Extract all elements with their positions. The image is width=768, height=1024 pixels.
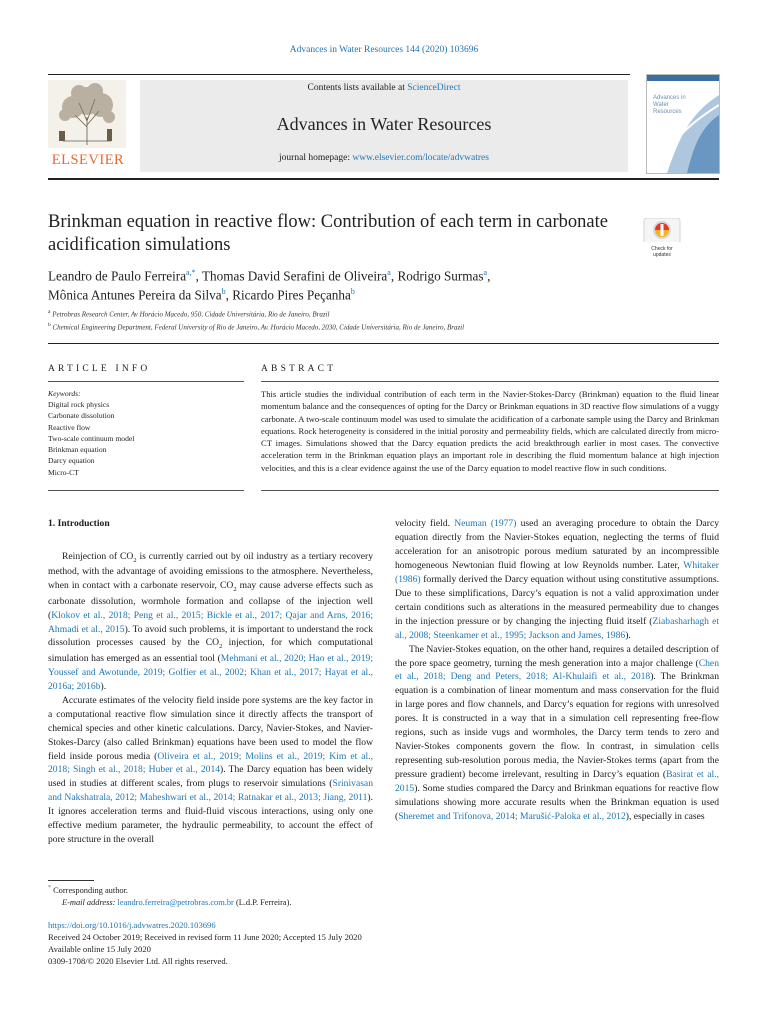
section-heading-introduction: 1. Introduction xyxy=(48,518,110,529)
info-bottom-rule xyxy=(48,490,244,491)
body-column-right xyxy=(395,517,719,824)
header-thick-rule xyxy=(48,178,719,180)
author-name[interactable]: Rodrigo Surmas xyxy=(397,268,484,284)
sciencedirect-link[interactable]: ScienceDirect xyxy=(407,83,461,93)
corresponding-author-note xyxy=(48,884,373,897)
abstract-bottom-rule xyxy=(261,490,719,491)
contents-line xyxy=(140,83,628,93)
citation-link[interactable]: Sheremet and Trifonova, 2014; Marušić-Paloka et al., 2012 xyxy=(398,811,626,823)
citation-link[interactable]: Srinivasan and Nakshatrala, 2012; Maheshwari et al., 2014; Ratnakar et al., 2013; Jiang, 2011 xyxy=(48,778,373,804)
body-paragraph: The Navier-Stokes equation, on the other hand, requires a detailed description of the pore space geometry, turning the mesh generation into a major challenge (Chen et al., 2018; Deng and Peters, 2018; Al-Khulaifi et al., 2018). The Brinkman equation is a combination of linear momentum and mass conservation for the fluid in large pores and flow channels, and Darcy’s equation for regions with unresolved pores. It is constructed in a way that in a simulation cell representing free-flow regions, such as inside vugs and wormholes, the Darcy term tends to zero and Navier-Stokes components govern the flow. In contrast, in simulation cells representing sub-resolution porous media, the Navier-Stokes terms (apart from the pressure gradient) become irrelevant, resulting in Darcy’s equation (Basirat et al., 2015). Some studies compared the Darcy and Brinkman equations for reactive flow simulations showing more accurate results when the Brinkman equation is used (Sheremet and Trifonova, 2014; Marušić-Paloka et al., 2012), especially in cases xyxy=(395,643,719,823)
crossmark-label: Check for updates xyxy=(651,246,673,258)
keywords-heading: Keywords: xyxy=(48,389,81,398)
email-suffix: (L.d.P. Ferreira). xyxy=(233,897,292,907)
keyword-item: Digital rock physics xyxy=(48,400,110,410)
author-separator: , xyxy=(487,268,491,284)
citation-link[interactable]: Neuman (1977) xyxy=(454,518,517,529)
doi-link[interactable]: https://doi.org/10.1016/j.advwatres.2020.103696 xyxy=(48,920,216,930)
footnote-marker: * xyxy=(48,885,51,891)
author-separator: , xyxy=(225,287,233,302)
journal-citation[interactable]: Advances in Water Resources 144 (2020) 103696 xyxy=(289,45,479,55)
homepage-link[interactable]: www.elsevier.com/locate/advwatres xyxy=(352,153,489,163)
header-rule xyxy=(48,74,630,75)
footnote-rule xyxy=(48,880,94,881)
elsevier-wordmark: ELSEVIER xyxy=(51,152,125,168)
available-online: Available online 15 July 2020 xyxy=(48,943,151,954)
author-affil-marker[interactable]: b xyxy=(350,286,355,296)
abstract-text: This article studies the individual contribution of each term in the Navier-Stokes-Darcy (Brinkman) equation to the fluid linear momentum balance and the consequences of opting for the Darcy or Brinkman equations in 3D reactive flow simulations of a vuggy carbonate. A two-scale continuum model was used to simulate the acidification of a carbonate sample using the Darcy and Brinkman equations. Rock heterogeneity is considered in the initial porosity and permeability fields, which are calculated directly from micro-CT images. Simulations showed that the Darcy equation predicts the acid breakthrough earlier in most cases. The convective acceleration term in the Brinkman equation plays an important role in describing the fluid momentum balance at high injection velocities, and this is a clear evidence against the use of the Darcy equation to model reactive flow in such conditions. xyxy=(261,389,719,473)
author-affil-marker[interactable]: b xyxy=(221,286,226,296)
keyword-item: Two-scale continuum model xyxy=(48,433,135,443)
homepage-line xyxy=(140,153,628,163)
footnote xyxy=(48,884,373,909)
publication-info xyxy=(48,920,448,967)
affiliation-item xyxy=(48,321,668,334)
affiliations xyxy=(48,308,668,333)
article-title: Brinkman equation in reactive flow: Contribution of each term in carbonate acidification simulations xyxy=(48,212,608,255)
journal-cover-thumbnail[interactable] xyxy=(646,74,720,174)
keyword-item: Brinkman equation xyxy=(48,445,107,455)
email-line xyxy=(48,897,373,909)
author-name[interactable]: Leandro de Paulo Ferreira xyxy=(48,268,187,284)
info-sub-rule xyxy=(48,381,244,382)
citation-link[interactable]: Oliveira et al., 2019; Molins et al., 2019; Kim et al., 2018; Singh et al., 2018; Huber et al., 2014 xyxy=(48,750,373,776)
keyword-item: Darcy equation xyxy=(48,456,95,466)
author-name[interactable]: Thomas David Serafini de Oliveira xyxy=(201,268,388,284)
keyword-item: Carbonate dissolution xyxy=(48,411,115,421)
keywords-list xyxy=(48,388,244,478)
author-affil-marker[interactable]: a xyxy=(483,268,488,277)
elsevier-tree-icon xyxy=(48,80,126,148)
author-separator: , xyxy=(195,268,202,284)
homepage-prefix: journal homepage: xyxy=(279,153,353,163)
crossmark-icon xyxy=(643,218,681,242)
body-column-left xyxy=(48,517,373,847)
copyright-line: 0309-1708/© 2020 Elsevier Ltd. All rights reserved. xyxy=(48,955,228,966)
footnote-text: Corresponding author. xyxy=(53,885,128,895)
author-separator: , xyxy=(390,268,398,284)
info-rule xyxy=(48,343,719,344)
citation-link[interactable]: Basirat et al., 2015 xyxy=(395,769,719,795)
journal-banner xyxy=(140,80,628,172)
author-list xyxy=(48,267,668,304)
abstract-sub-rule xyxy=(261,381,719,382)
elsevier-logo[interactable] xyxy=(48,80,128,172)
affiliation-marker: a xyxy=(48,309,51,315)
citation-link[interactable]: Klokov et al., 2018; Peng et al., 2015; Bickle et al., 2017; Qajar and Arns, 2016; Ahmadi et al., 2015 xyxy=(48,609,373,635)
author-name[interactable]: Ricardo Pires Peçanha xyxy=(232,287,351,302)
cover-title: Advances in Water Resources xyxy=(653,95,686,115)
keyword-item: Micro-CT xyxy=(48,467,79,477)
author-affil-marker[interactable]: a xyxy=(387,268,391,277)
check-for-updates-badge[interactable] xyxy=(643,218,681,256)
abstract-heading: ABSTRACT xyxy=(261,364,337,374)
affiliation-text: Petrobras Research Center, Av Horácio Macedo, 950, Cidade Universitária, Rio de Janeiro, Brazil xyxy=(52,310,330,319)
body-paragraph: Reinjection of $CO_2$ is currently carried out by oil industry as a tertiary recovery method, with the advantage of avoiding emissions to the atmosphere. Nevertheless, when in contact with a carbonate reservoir, $CO_2$ may cause adverse effects such as carbonate dissolution, wormhole formation and collapse of the injection well (Klokov et al., 2018; Peng et al., 2015; Bickle et al., 2017; Qajar and Arns, 2016; Ahmadi et al., 2015). To avoid such problems, it is important to understand the rock dissolution processes caused by the $CO_2$ injection, for which computational simulation has emerged as an essential tool (Mehmani et al., 2020; Hao et al., 2019; Youssef and Awotunde, 2019; Golfier et al., 2002; Khan et al., 2017; Hayat et al., 2016a; 2016b). xyxy=(48,550,374,692)
email-label: E-mail address: xyxy=(62,897,118,907)
received-dates: Received 24 October 2019; Received in revised form 11 June 2020; Accepted 15 July 2020 xyxy=(48,931,362,942)
author-name[interactable]: Mônica Antunes Pereira da Silva xyxy=(48,287,222,302)
body-paragraph: velocity field. Neuman (1977) used an averaging procedure to obtain the Darcy equation directly from the Navier-Stokes equation, neglecting the terms of fluid acceleration for an anisotropic porous medium saturated by an incompressible homogeneous Newtonian fluid flowing at low Reynolds number. Later, Whitaker (1986) formally derived the Darcy equation without using constitutive assumptions. Due to these simplifications, Darcy’s equation is not a valid approximation under certain conditions such as alterations in the measured permeability due to changes in the injection pressure or by changing the injecting fluid itself (Ziabasharhagh et al., 2008; Steenkamer et al., 1995; Jackson and James, 1986). xyxy=(395,518,720,641)
author-affil-marker[interactable]: a,* xyxy=(186,268,196,277)
keyword-item: Reactive flow xyxy=(48,422,91,432)
contents-prefix: Contents lists available at xyxy=(307,83,408,93)
citation-link[interactable]: Ziabasharhagh et al., 2008; Steenkamer et al., 1995; Jackson and James, 1986 xyxy=(395,615,720,641)
journal-title[interactable]: Advances in Water Resources xyxy=(276,114,492,134)
citation-link[interactable]: Whitaker (1986) xyxy=(395,559,719,585)
body-paragraph: Accurate estimates of the velocity field inside pore systems are the key factor in a computational reactive flow simulation since it directly affects the transport of chemical species and other kinetic calculations. Darcy, Navier-Stokes, and Navier-Stokes-Darcy (also called Brinkman) equations have been used to model the flow field inside porous media (Oliveira et al., 2019; Molins et al., 2019; Kim et al., 2018; Singh et al., 2018; Huber et al., 2014). The Darcy equation has been widely used in studies at different scales, from plugs to reservoir simulations (Srinivasan and Nakshatrala, 2012; Maheshwari et al., 2014; Ratnakar et al., 2013; Jiang, 2011). It ignores acceleration terms and fluid-fluid viscous interactions, using only one effective medium parameter, the hydraulic permeability, to account the effect of pore structure in the overall xyxy=(48,694,373,846)
affiliation-marker: b xyxy=(48,321,51,328)
article-info-heading: ARTICLE INFO xyxy=(48,364,151,374)
citation-link[interactable]: Chen et al., 2018; Deng and Peters, 2018; Al-Khulaifi et al., 2018 xyxy=(395,657,719,683)
citation-link[interactable]: Mehmani et al., 2020; Hao et al., 2019; Youssef and Awotunde, 2019; Golfier et al., 2002; Khan et al., 2017; Hayat et al., 2016a; 2016b xyxy=(48,652,373,692)
affiliation-item xyxy=(48,308,668,321)
email-link[interactable]: leandro.ferreira@petrobras.com.br xyxy=(117,897,234,907)
affiliation-text: Chemical Engineering Department, Federal University of Rio de Janeiro, Av. Horácio Macedo, 2030, Cidade Universitária, Rio de Janeiro, Brazil xyxy=(52,322,465,331)
